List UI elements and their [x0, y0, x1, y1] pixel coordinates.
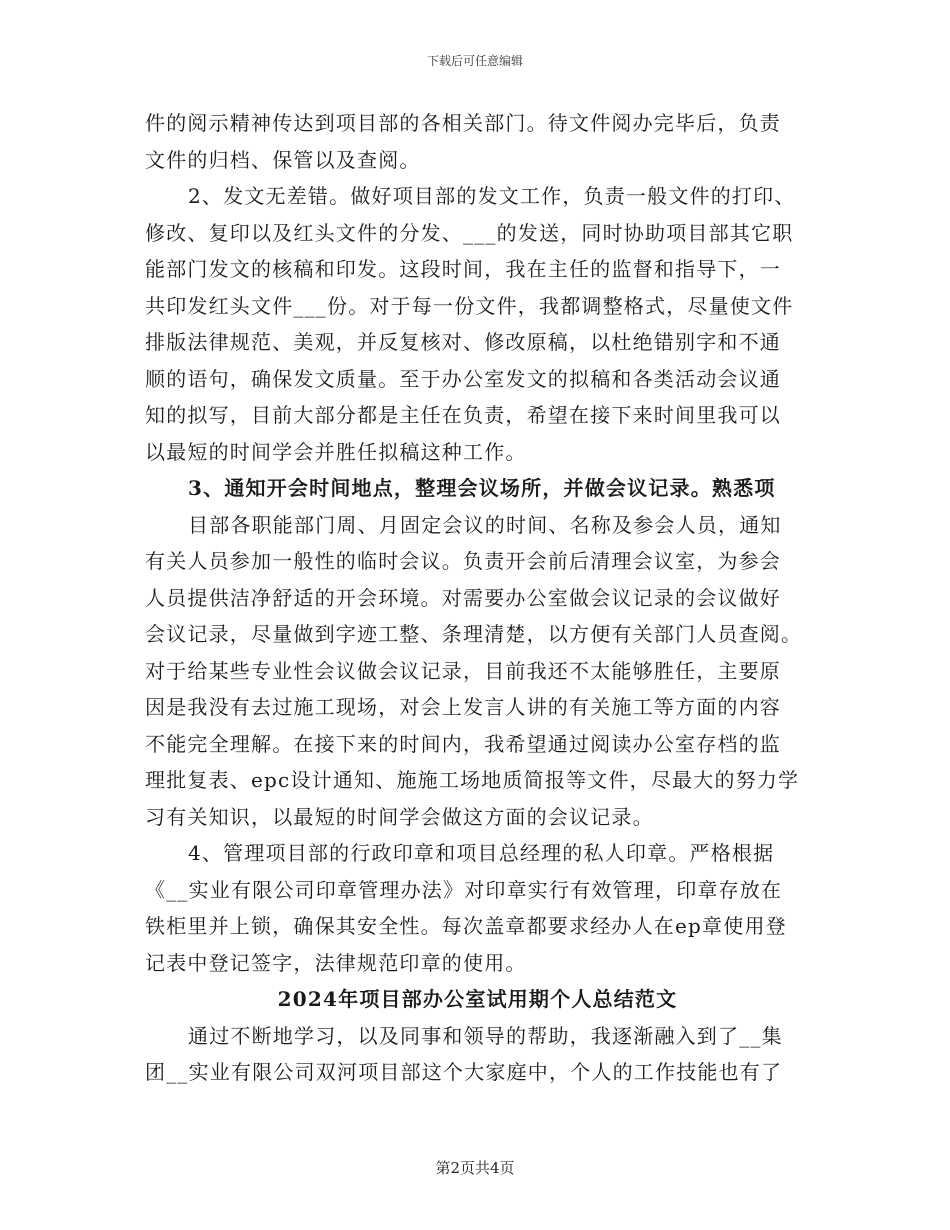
page-footer: 第2页共4页 [435, 1159, 515, 1177]
body-line: 排版法律规范、美观，并反复核对、修改原稿，以杜绝错别字和不通 [145, 330, 781, 354]
body-line: 不能完全理解。在接下来的时间内，我希望通过阅读办公室存档的监 [145, 731, 781, 756]
paragraph-start: 通过不断地学习，以及同事和领导的帮助，我逐渐融入到了__集 [188, 1023, 783, 1048]
body-line: 人员提供洁净舒适的开会环境。对需要办公室做会议记录的会议做好 [145, 585, 781, 610]
body-line: 知的拟写，目前大部分都是主任在负责，希望在接下来时间里我可以 [145, 403, 781, 427]
body-line: 铁柜里并上锁，确保其安全性。每次盖章都要求经办人在ep章使用登 [145, 914, 787, 938]
body-line: 共印发红头文件___份。对于每一份文件，我都调整格式，尽量使文件 [145, 293, 794, 318]
body-line: 《__实业有限公司印章管理办法》对印章实行有效管理，印章存放在 [145, 877, 783, 902]
body-line: 对于给某些专业性会议做会议记录，目前我还不太能够胜任，主要原 [145, 658, 781, 683]
document-title: 2024年项目部办公室试用期个人总结范文 [277, 987, 678, 1011]
body-line: 理批复表、epc设计通知、施施工场地质简报等文件，尽最大的努力学 [145, 768, 800, 792]
body-line: 以最短的时间学会并胜任拟稿这种工作。 [145, 439, 527, 464]
paragraph-start: 4、管理项目部的行政印章和项目总经理的私人印章。严格根据 [188, 841, 775, 865]
page-header: 下载后可任意编辑 [426, 54, 523, 68]
body-line: 能部门发文的核稿和印发。这段时间，我在主任的监督和指导下，一 [145, 257, 781, 281]
paragraph-start: 2、发文无差错。做好项目部的发文工作，负责一般文件的打印、 [188, 184, 796, 208]
document-body [145, 105, 810, 1091]
body-line: 有关人员参加一般性的临时会议。负责开会前后清理会议室，为参会 [145, 549, 781, 573]
body-line: 记表中登记签字，法律规范印章的使用。 [145, 950, 527, 975]
body-line: 习有关知识，以最短的时间学会做这方面的会议记录。 [145, 804, 654, 829]
body-line: 修改、复印以及红头文件的分发、___的发送，同时协助项目部其它职 [145, 220, 794, 245]
body-line: 目部各职能部门周、月固定会议的时间、名称及参会人员，通知 [188, 512, 782, 537]
section-heading: 3、通知开会时间地点，整理会议场所，并做会议记录。熟悉项 [188, 476, 776, 500]
body-line: 会议记录，尽量做到字迹工整、条理清楚，以方便有关部门人员查阅。 [145, 622, 803, 646]
body-line: 件的阅示精神传达到项目部的各相关部门。待文件阅办完毕后，负责 [145, 111, 781, 135]
body-line: 因是我没有去过施工现场，对会上发言人讲的有关施工等方面的内容 [145, 695, 781, 719]
body-line: 顺的语句，确保发文质量。至于办公室发文的拟稿和各类活动会议通 [145, 366, 781, 391]
body-line: 文件的归档、保管以及查阅。 [145, 147, 421, 172]
body-line: 团__实业有限公司双河项目部这个大家庭中，个人的工作技能也有了 [145, 1060, 783, 1084]
